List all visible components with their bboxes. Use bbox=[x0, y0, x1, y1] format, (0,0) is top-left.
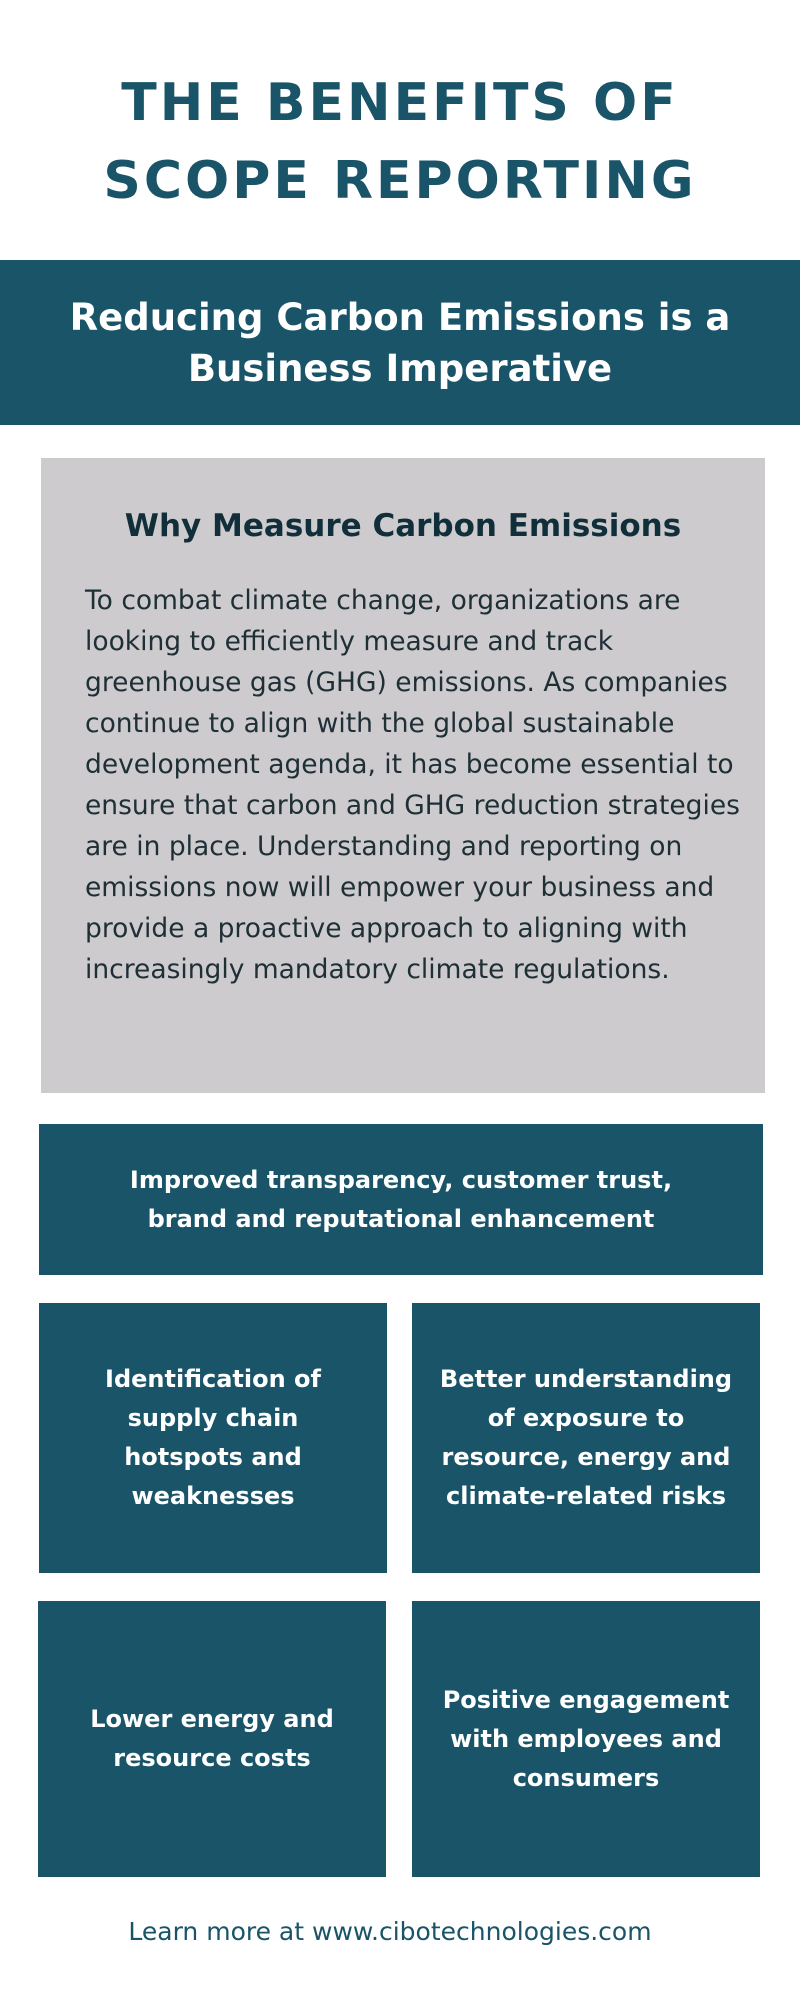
benefit-tile-supply-chain bbox=[39, 1303, 387, 1573]
benefit-tile-text: Improved transparency, customer trust, brand and reputational enhancement bbox=[129, 1165, 673, 1233]
page-title-line-1: THE BENEFITS OF bbox=[121, 73, 679, 133]
why-measure-panel bbox=[41, 458, 765, 1093]
benefit-tile-risk-exposure bbox=[412, 1303, 760, 1573]
headline-banner-text: Reducing Carbon Emissions is a Business Imperative bbox=[69, 295, 731, 390]
benefit-tile-text: Better understanding of exposure to resource, energy and climate-related risks bbox=[439, 1365, 733, 1510]
benefit-tile-lower-costs bbox=[38, 1601, 386, 1877]
benefit-tile-text: Lower energy and resource costs bbox=[90, 1705, 334, 1772]
why-measure-body: To combat climate change, organizations are looking to efficiently measure and track greenhouse gas (GHG) emissions. As companies continue to align with the global sustainable development agenda, it has become essential to ensure that carbon and GHG reduction strategies are in place. Understanding and reporting on emissions now will empower your business and provide a proactive approach to aligning with increasingly mandatory climate regulations. bbox=[85, 585, 740, 985]
benefit-tile-engagement bbox=[412, 1601, 760, 1877]
headline-banner bbox=[0, 260, 800, 425]
footer-website-text: Learn more at www.cibotechnologies.com bbox=[128, 1917, 652, 1946]
benefit-tile-transparency bbox=[39, 1124, 763, 1275]
page-title-line-2: SCOPE REPORTING bbox=[103, 151, 697, 211]
benefit-tile-text: Identification of supply chain hotspots and weaknesses bbox=[105, 1365, 321, 1510]
benefit-tile-text: Positive engagement with employees and consumers bbox=[442, 1685, 730, 1792]
page-title bbox=[0, 64, 800, 220]
why-measure-title: Why Measure Carbon Emissions bbox=[124, 508, 682, 544]
